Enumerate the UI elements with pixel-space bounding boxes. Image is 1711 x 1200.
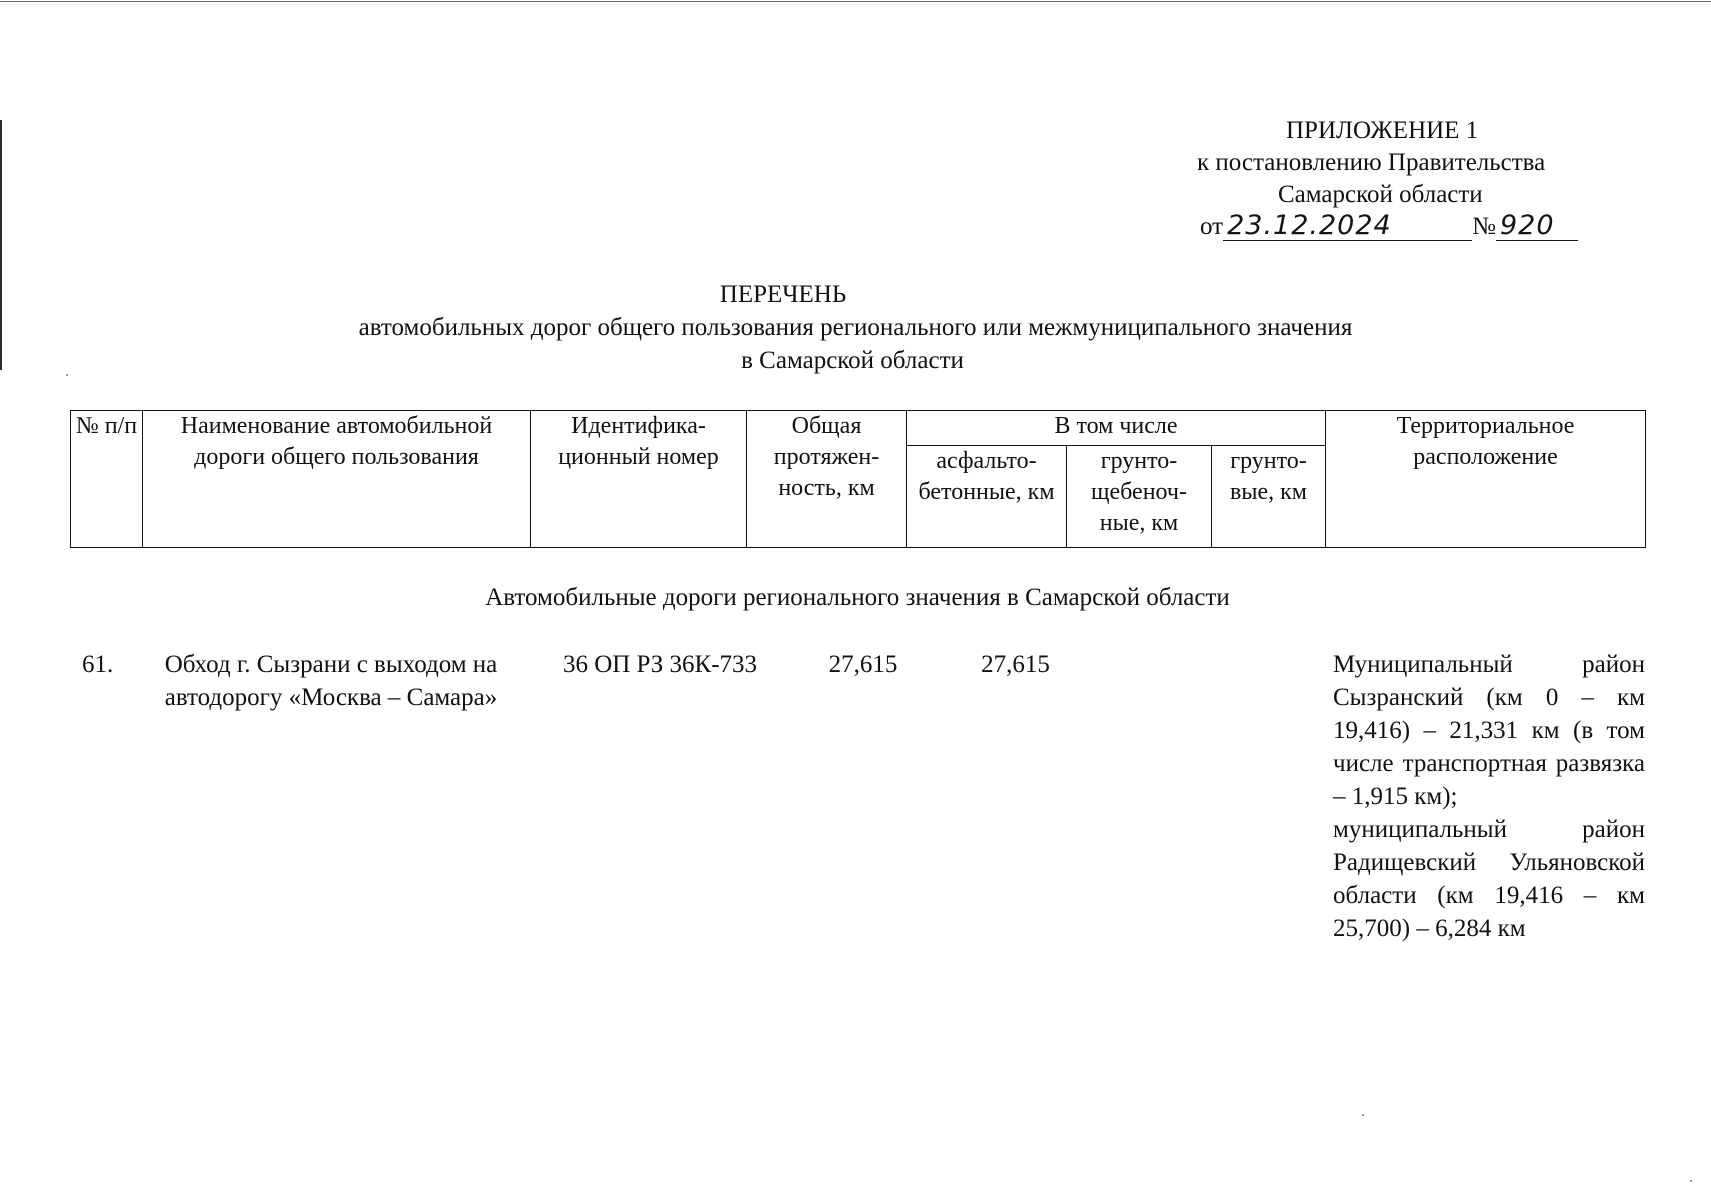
number-prefix: №	[1472, 213, 1496, 240]
row-location	[1333, 648, 1645, 945]
document-subtitle-line1: автомобильных дорог общего пользования регионального или межмуниципального значения	[358, 314, 1353, 341]
scan-speck	[66, 374, 68, 376]
row-asphalt-length: 27,615	[981, 651, 1050, 678]
header-id: Идентифика-ционный номер	[531, 411, 747, 548]
header-gravel: грунто-щебеноч-ные, км	[1067, 445, 1212, 547]
section-title: Автомобильные дороги регионального значения в Самарской области	[485, 584, 1230, 611]
document-title-block	[0, 278, 1711, 377]
row-location-part2: муниципальный район Радищевский Ульяновской области (км 19,416 – км 25,700) – 6,284 км	[1333, 816, 1645, 942]
row-number: 61.	[82, 651, 114, 678]
document-title: ПЕРЕЧЕНЬ	[719, 281, 847, 308]
row-road-name: Обход г. Сызрани с выходом на автодорогу «Москва – Самара»	[164, 651, 498, 711]
header-total: Общая протяжен-ность, км	[747, 411, 907, 548]
scan-speck	[1690, 1180, 1692, 1182]
row-location-part1: Муниципальный район Сызранский (км 0 – км 19,416) – 21,331 км (в том числе транспортная развязка – 1,915 км);	[1333, 651, 1645, 810]
header-asphalt: асфальто-бетонные, км	[907, 445, 1067, 547]
appendix-region: Самарской области	[1278, 181, 1483, 208]
appendix-reference: к постановлению Правительства	[1197, 149, 1546, 176]
row-total-length: 27,615	[828, 651, 898, 678]
date-prefix: от	[1200, 213, 1224, 240]
scan-edge-line	[0, 1, 1711, 2]
handwritten-date: 23.12.2024	[1223, 212, 1472, 241]
scan-speck	[1362, 1114, 1364, 1116]
header-number: № п/п	[71, 411, 143, 548]
document-subtitle-line2: в Самарской области	[741, 347, 964, 374]
appendix-title: ПРИЛОЖЕНИЕ 1	[1286, 117, 1479, 144]
handwritten-number: 920	[1496, 212, 1578, 241]
header-dirt: грунто-вые, км	[1212, 445, 1326, 547]
row-road-id: 36 ОП РЗ 36К-733	[562, 651, 758, 678]
header-name: Наименование автомобильной дороги общего пользования	[143, 411, 531, 548]
roads-table-header	[70, 410, 1646, 548]
header-including: В том числе	[907, 411, 1326, 446]
header-location: Территориальное расположение	[1326, 411, 1646, 548]
appendix-date-row	[1200, 211, 1578, 243]
